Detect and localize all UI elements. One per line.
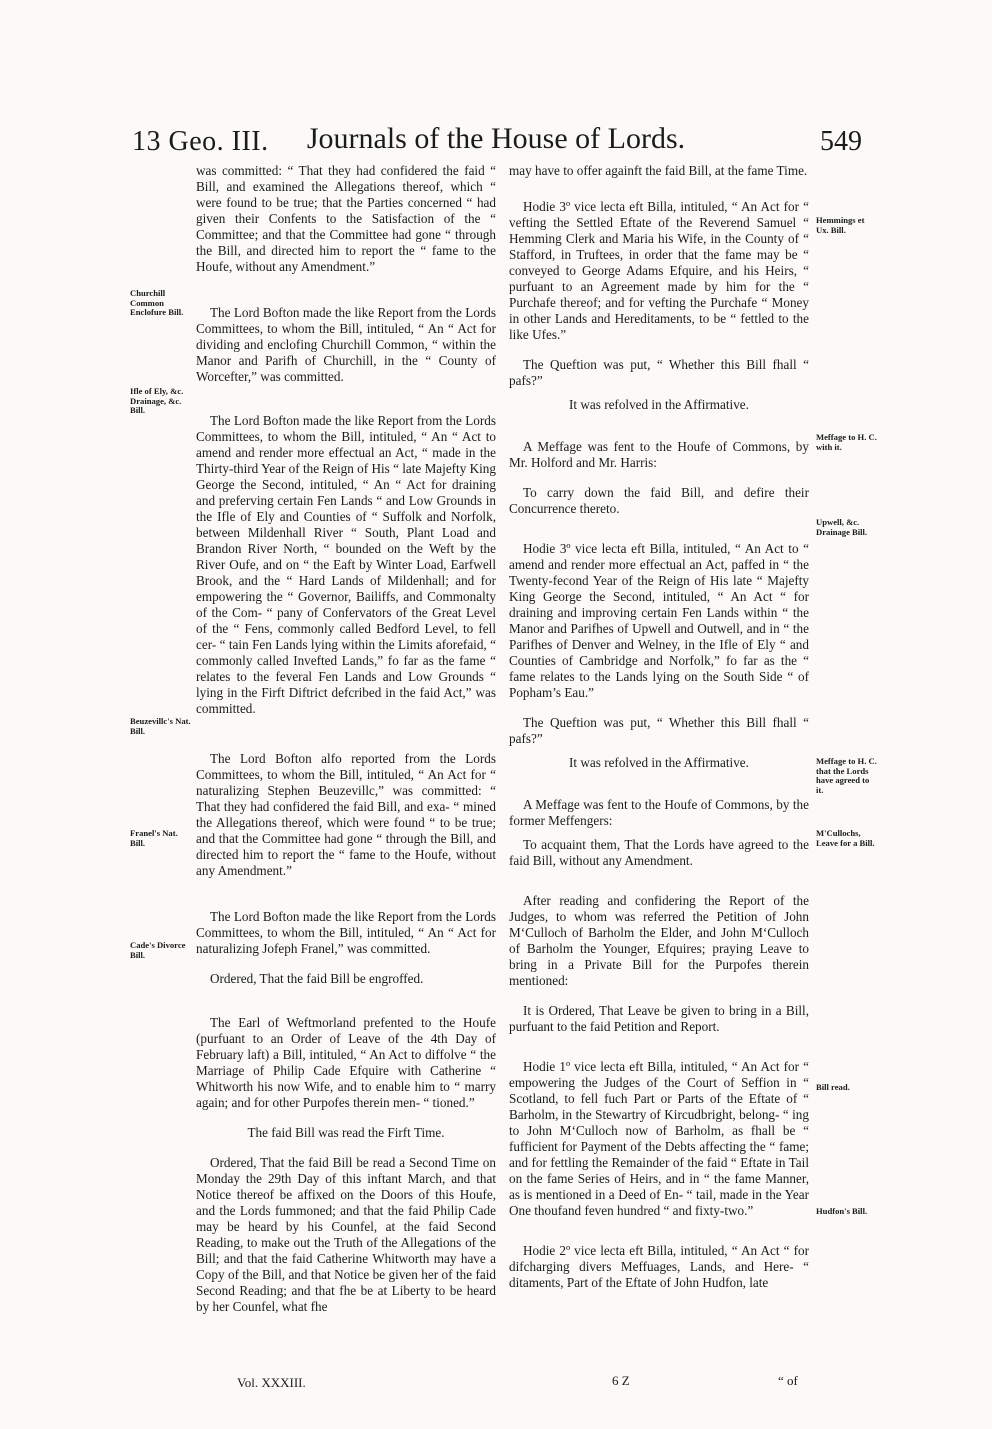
- paragraph: The Earl of Weftmorland prefented to the Houfe (purfuant to an Order of Leave of the 4th Day of February laft) a Bill, intituled, “ An Act to diffolve “ the Marriage of Philip Cade Efquire with Catherine “ Whitworth his now Wife, and to enable him to “ marry again; and for other Purpofes therein men- “ tioned.”: [196, 1015, 496, 1110]
- paragraph: may have to offer againft the faid Bill, at the fame Time.: [509, 163, 808, 178]
- margin-note-message-with-it: Meffage to H. C. with it.: [816, 432, 877, 452]
- signature-mark: 6 Z: [612, 1373, 630, 1388]
- paragraph: The Lord Bofton alfo reported from the Lords Committees, to whom the Bill, intituled, “ An Act for “ naturalizing Stephen Beuzevillc,” was committed: “ That they had confidered the faid Bill, and exa- “ mined the Allegations thereof, which were found “ to be true; and that the Committee had gone “ through the Bill, and directed him to report the “ fame to the Houfe, without any Amendment.”: [196, 751, 496, 878]
- volume-label: Vol. XXXIII.: [237, 1375, 306, 1390]
- journal-title: Journals of the House of Lords.: [306, 122, 686, 155]
- margin-note-hudson: Hudfon's Bill.: [816, 1206, 868, 1216]
- margin-note-ely: Ifle of Ely, &c. Drainage, &c. Bill.: [130, 386, 184, 415]
- paragraph: To carry down the faid Bill, and defire their Concurrence thereto.: [509, 485, 809, 516]
- margin-note-bill-read: Bill read.: [816, 1082, 850, 1092]
- margin-note-hemmings: Hemmings et Ux. Bill.: [816, 215, 865, 235]
- paragraph: was committed: “ That they had confidered the faid “ Bill, and examined the Allegations thereof, which “ were found to be true; that the Parties concerned “ had given their Confents to the Satisfaction of the “ Committee; and that the Committee had gone “ through the Bill, and directed him to report the “ fame to the Houfe, without any Amendment.”: [196, 163, 496, 274]
- right-column: [509, 163, 809, 1291]
- paragraph: It was refolved in the Affirmative.: [569, 755, 749, 770]
- catchword: “ of: [778, 1373, 798, 1388]
- margin-note-mcullochs: M'Cullochs, Leave for a Bill.: [816, 828, 875, 848]
- margin-note-upwell: Upwell, &c. Drainage Bill.: [816, 517, 868, 537]
- margin-note-franel: Franel's Nat. Bill.: [130, 828, 178, 848]
- margin-note-beuzeville: Beuzevillc's Nat. Bill.: [130, 716, 191, 736]
- page-header: [0, 92, 992, 162]
- paragraph: Hodie 2º vice lecta eft Billa, intituled, “ An Act “ for difcharging divers Meffuages, Lands, and Here- “ ditaments, Part of the Eftate of John Hudfon, late: [509, 1243, 809, 1290]
- paragraph: The Queftion was put, “ Whether this Bill fhall “ pafs?”: [509, 357, 809, 388]
- margin-note-churchill: Churchill Common Enclofure Bill.: [130, 288, 184, 317]
- paragraph: A Meffage was fent to the Houfe of Commons, by the former Meffengers:: [509, 797, 809, 828]
- paragraph: The Lord Bofton made the like Report from the Lords Committees, to whom the Bill, intituled, “ An “ Act for naturalizing Jofeph Franel,” was committed.: [196, 909, 496, 956]
- paragraph: It is Ordered, That Leave be given to bring in a Bill, purfuant to the faid Petition and Report.: [509, 1003, 809, 1034]
- paragraph: The Lord Bofton made the like Report from the Lords Committees, to whom the Bill, intituled, “ An “ Act for dividing and enclofing Churchill Common, “ within the Manor and Parifh of Churchill, in the “ County of Worcefter,” was committed.: [196, 305, 496, 384]
- paragraph: Hodie 1º vice lecta eft Billa, intituled, “ An Act for “ empowering the Judges of the Court of Seffion in “ Scotland, to fell fuch Part or Parts of the Eftate of “ Barholm, in the Stewartry of Kircudbright, belong- “ ing to John M‘Culloch now of Barholm, as fhall be “ fufficient for Payment of the Debts affecting the “ fame; and for fettling the Remainder of the faid “ Eftate in Tail on the fame Series of Heirs, and in “ the fame Manner, as is mentioned in a Deed of En- “ tail, made in the Year One thoufand feven hundred “ and fixty-two.”: [509, 1059, 809, 1218]
- margin-note-message-agreed: Meffage to H. C. that the Lords have agreed to it.: [816, 756, 877, 795]
- paragraph: A Meffage was fent to the Houfe of Commons, by Mr. Holford and Mr. Harris:: [509, 439, 809, 470]
- paragraph: The Queftion was put, “ Whether this Bill fhall “ pafs?”: [509, 715, 809, 746]
- margin-note-cade: Cade's Divorce Bill.: [130, 940, 186, 960]
- paragraph: The faid Bill was read the Firft Time.: [247, 1125, 445, 1140]
- page-number: 549: [820, 126, 862, 157]
- regnal-year: 13 Geo. III.: [132, 126, 269, 157]
- paragraph: Hodie 3º vice lecta eft Billa, intituled, “ An Act to “ amend and render more effectual an Act, paffed in “ the Twenty-fecond Year of the Reign of His late “ Majefty King George the Second, intituled, “ An Act “ for draining and improving certain Fen Lands within “ the Manor and Parifhes of Upwell and Outwell, and in “ the Parifhes of Denver and Welney, in the Ifle of Ely “ and Counties of Cambridge and Norfolk,” fo far as the “ fame relates to the Lands lying on the South Side “ of Popham’s Eau.”: [509, 541, 809, 700]
- paragraph: After reading and confidering the Report of the Judges, to whom was referred the Petition of John M‘Culloch of Barholm the Elder, and John M‘Culloch of Barholm the Younger, Efquires; praying Leave to bring in a Private Bill for the Purpofes therein mentioned:: [509, 893, 809, 988]
- paragraph: Hodie 3º vice lecta eft Billa, intituled, “ An Act for “ vefting the Settled Eftate of the Reverend Samuel “ Hemming Clerk and Maria his Wife, in the County of “ Stafford, in Truftees, in order that the fame may be “ conveyed to George Adams Efquire, and his Heirs, “ purfuant to an Agreement made by him for the “ Purchafe thereof; and for vefting the Purchafe “ Money in other Lands and Hereditaments, to be “ fettled to the like Ufes.”: [509, 199, 809, 342]
- paragraph: Ordered, That the faid Bill be read a Second Time on Monday the 29th Day of this inftant March, and that Notice thereof be affixed on the Doors of this Houfe, and the Lords fummoned; and that the faid Philip Cade may be heard by his Counfel, at the faid Second Reading, to make out the Truth of the Allegations of the Bill; and that the faid Catherine Whitworth may have a Copy of the Bill, and that Notice be given her of the faid Second Reading; and that fhe be at Liberty to be heard by her Counfel, what fhe: [196, 1155, 496, 1314]
- paragraph: To acquaint them, That the Lords have agreed to the faid Bill, without any Amendment.: [509, 837, 809, 868]
- paragraph: The Lord Bofton made the like Report from the Lords Committees, to whom the Bill, intituled, “ An “ Act to amend and render more effectual an Act, “ made in the Thirty-third Year of the Reign of His “ late Majefty King George the Second, intituled, “ An “ Act for draining and preferving certain Fen Lands “ and Low Grounds in the Ifle of Ely and Counties of “ Suffolk and Norfolk, between Mildenhall River “ South, Plant Load and Brandon River North, “ bounded on the Weft by the River Oufe, and on “ the Eaft by Winter Load, Earfwell Brook, and the “ Hard Lands of Mildenhall; and for empowering the “ Governor, Bailiffs, and Commonalty of the Com- “ pany of Confervators of the Great Level of the “ Fens, commonly called Bedford Level, to fell cer- “ tain Fen Lands lying within the Limits aforefaid, “ commonly called Invefted Lands,” fo far as the fame “ relates to the feveral Fen Lands and Low Grounds “ lying in the Firft Diftrict defcribed in the faid Act,” was committed.: [196, 413, 496, 716]
- paragraph: Ordered, That the faid Bill be engroffed.: [210, 971, 424, 986]
- left-column: [196, 163, 496, 1315]
- paragraph: It was refolved in the Affirmative.: [569, 397, 749, 412]
